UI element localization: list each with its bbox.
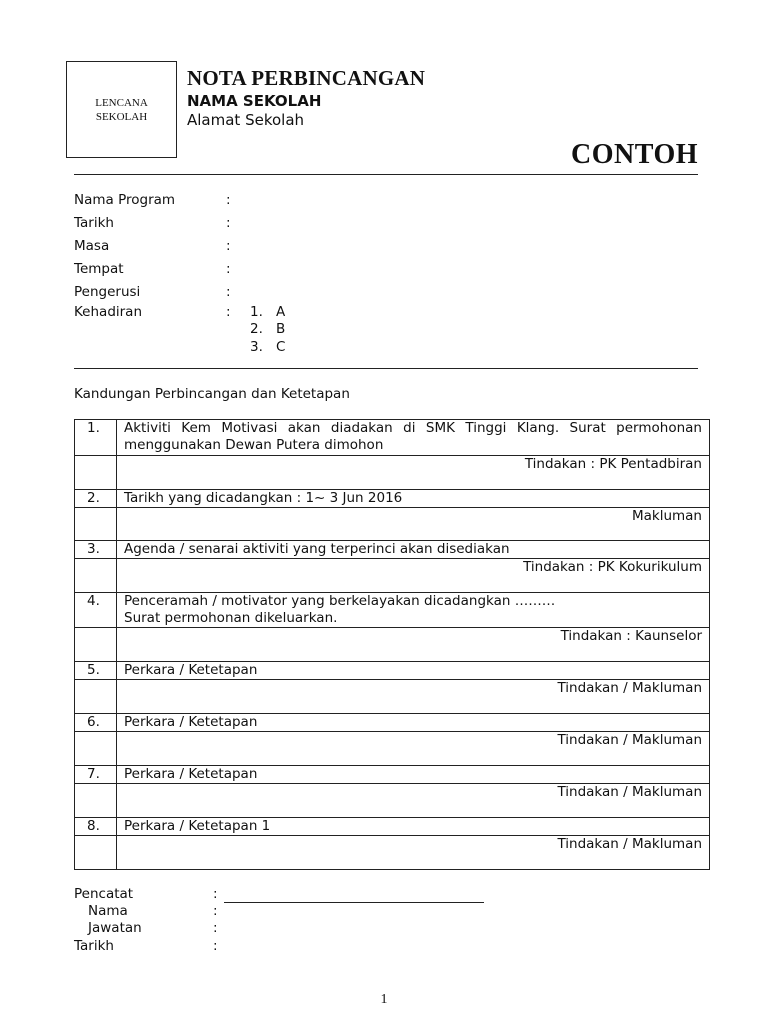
item-text: Agenda / senarai aktiviti yang terperinci akan disediakan [117,541,710,559]
field-label-date: Tarikh [74,215,114,231]
item-number-blank [75,508,117,541]
table-row [75,593,710,628]
attendee-name: A [276,304,286,320]
field-label-attendance: Kehadiran [74,304,143,320]
table-row [75,420,710,456]
item-action: Tindakan : PK Kokurikulum [117,559,710,593]
item-number-blank [75,680,117,714]
attendee-item [250,321,285,337]
badge-label-line1: LENCANA [95,96,148,109]
table-row [75,628,710,662]
attendee-number: 1. [250,304,263,320]
item-number: 6. [75,714,117,732]
item-number: 3. [75,541,117,559]
table-row [75,456,710,490]
attendee-item [250,304,285,320]
table-row [75,766,710,784]
field-colon: : [226,192,231,208]
item-action: Tindakan / Makluman [117,680,710,714]
item-text: Aktiviti Kem Motivasi akan diadakan di SMK Tinggi Klang. Surat permohonan menggunakan Dewan Putera dimohon [117,420,710,456]
item-number-blank [75,732,117,766]
attendee-name: C [276,339,286,355]
header-divider [74,174,698,175]
attendee-number: 3. [250,339,263,355]
item-action: Tindakan : Kaunselor [117,628,710,662]
attendee-item [250,339,285,355]
recorder-label: Pencatat [74,886,134,902]
field-colon: : [226,261,231,277]
item-text: Perkara / Ketetapan [117,766,710,784]
item-action: Tindakan : PK Pentadbiran [117,456,710,490]
school-badge-placeholder [66,61,177,158]
item-text: Perkara / Ketetapan [117,714,710,732]
field-colon: : [226,238,231,254]
name-label: Nama [88,903,128,919]
item-action: Tindakan / Makluman [117,784,710,818]
field-colon: : [226,284,231,300]
item-number-blank [75,559,117,593]
page-number: 1 [380,992,388,1007]
table-row [75,541,710,559]
item-number: 4. [75,593,117,628]
discussion-table [74,419,710,870]
item-number: 7. [75,766,117,784]
field-colon: : [226,215,231,231]
attendee-name: B [276,321,286,337]
table-row [75,714,710,732]
table-row [75,680,710,714]
signature-line [224,902,484,903]
document-title: NOTA PERBINCANGAN [187,66,426,90]
field-label-place: Tempat [74,261,124,277]
signature-colon: : [213,938,218,954]
table-row [75,662,710,680]
table-row [75,490,710,508]
signature-colon: : [213,886,218,902]
signature-colon: : [213,903,218,919]
table-row [75,732,710,766]
school-name: NAMA SEKOLAH [187,92,322,110]
date-label: Tarikh [74,938,114,954]
table-row [75,508,710,541]
item-action: Makluman [117,508,710,541]
item-text [117,593,710,628]
item-text-line: Surat permohonan dikeluarkan. [124,610,338,626]
item-number-blank [75,456,117,490]
item-number: 1. [75,420,117,456]
item-text: Perkara / Ketetapan 1 [117,818,710,836]
field-label-time: Masa [74,238,110,254]
item-text-line: Penceramah / motivator yang berkelayakan dicadangkan ……… [124,593,556,609]
field-colon: : [226,304,231,320]
item-number: 5. [75,662,117,680]
item-action: Tindakan / Makluman [117,836,710,870]
field-label-chair: Pengerusi [74,284,141,300]
table-row [75,818,710,836]
item-text: Perkara / Ketetapan [117,662,710,680]
item-text: Tarikh yang dicadangkan : 1~ 3 Jun 2016 [117,490,710,508]
table-row [75,559,710,593]
position-label: Jawatan [88,920,142,936]
table-row [75,836,710,870]
sample-watermark: CONTOH [571,139,698,170]
field-label-program: Nama Program [74,192,176,208]
item-number: 8. [75,818,117,836]
item-number-blank [75,628,117,662]
item-number-blank [75,784,117,818]
item-number-blank [75,836,117,870]
section-divider [74,368,698,369]
item-number: 2. [75,490,117,508]
attendee-number: 2. [250,321,263,337]
item-action: Tindakan / Makluman [117,732,710,766]
section-heading: Kandungan Perbincangan dan Ketetapan [74,386,350,402]
school-address: Alamat Sekolah [187,111,305,129]
badge-label-line2: SEKOLAH [95,110,148,123]
table-row [75,784,710,818]
signature-colon: : [213,920,218,936]
